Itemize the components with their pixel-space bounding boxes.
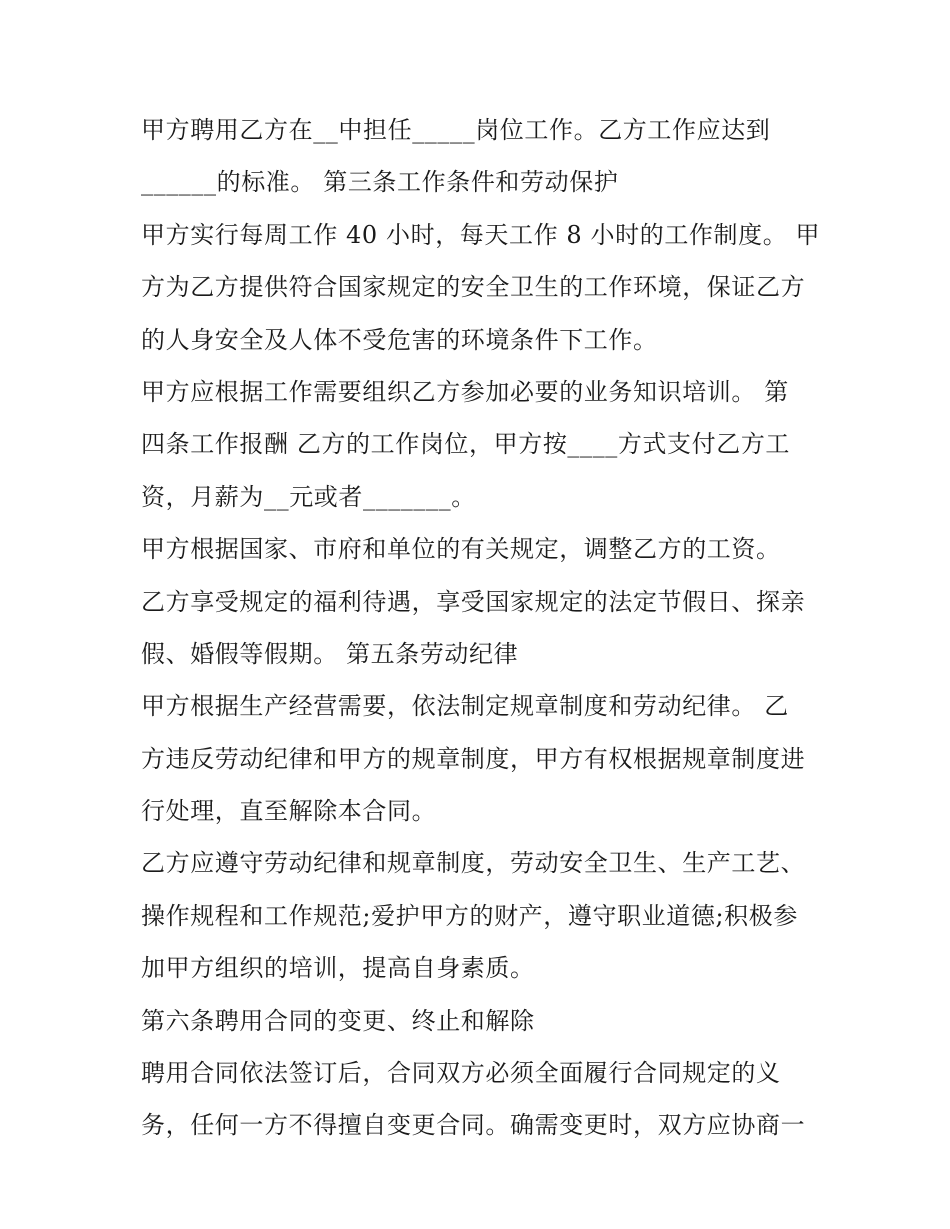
text-line: 务，任何一方不得擅自变更合同。确需变更时，双方应协商一	[141, 1111, 806, 1140]
text-line: 甲方根据国家、市府和单位的有关规定，调整乙方的工资。	[141, 535, 781, 564]
text-line: ______的标准。 第三条工作条件和劳动保护	[141, 168, 619, 197]
text-line: 甲方实行每周工作 40 小时，每天工作 8 小时的工作制度。 甲	[141, 220, 821, 249]
text-line: 方违反劳动纪律和甲方的规章制度，甲方有权根据规章制度进	[141, 744, 806, 773]
text-line: 聘用合同依法签订后，合同双方必须全面履行合同规定的义	[141, 1059, 781, 1088]
text-line: 假、婚假等假期。 第五条劳动纪律	[141, 639, 519, 668]
text-line: 行处理，直至解除本合同。	[141, 797, 437, 826]
text-line: 的人身安全及人体不受危害的环境条件下工作。	[141, 325, 658, 354]
text-line: 第六条聘用合同的变更、终止和解除	[141, 1006, 535, 1035]
text-line: 方为乙方提供符合国家规定的安全卫生的工作环境，保证乙方	[141, 273, 806, 302]
text-line: 资，月薪为__元或者_______。	[141, 482, 476, 511]
text-line: 操作规程和工作规范;爱护甲方的财产，遵守职业道德;积极参	[141, 901, 798, 930]
text-line: 乙方享受规定的福利待遇，享受国家规定的法定节假日、探亲	[141, 587, 806, 616]
text-line: 甲方聘用乙方在__中担任_____岗位工作。乙方工作应达到	[141, 116, 771, 144]
text-line: 乙方应遵守劳动纪律和规章制度，劳动安全卫生、生产工艺、	[141, 849, 806, 878]
text-line: 甲方应根据工作需要组织乙方参加必要的业务知识培训。 第	[141, 377, 789, 406]
text-line: 甲方根据生产经营需要，依法制定规章制度和劳动纪律。 乙	[141, 692, 789, 721]
text-line: 加甲方组织的培训，提高自身素质。	[141, 954, 535, 983]
text-line: 四条工作报酬 乙方的工作岗位，甲方按____方式支付乙方工	[141, 430, 791, 459]
document-body	[141, 104, 831, 1152]
